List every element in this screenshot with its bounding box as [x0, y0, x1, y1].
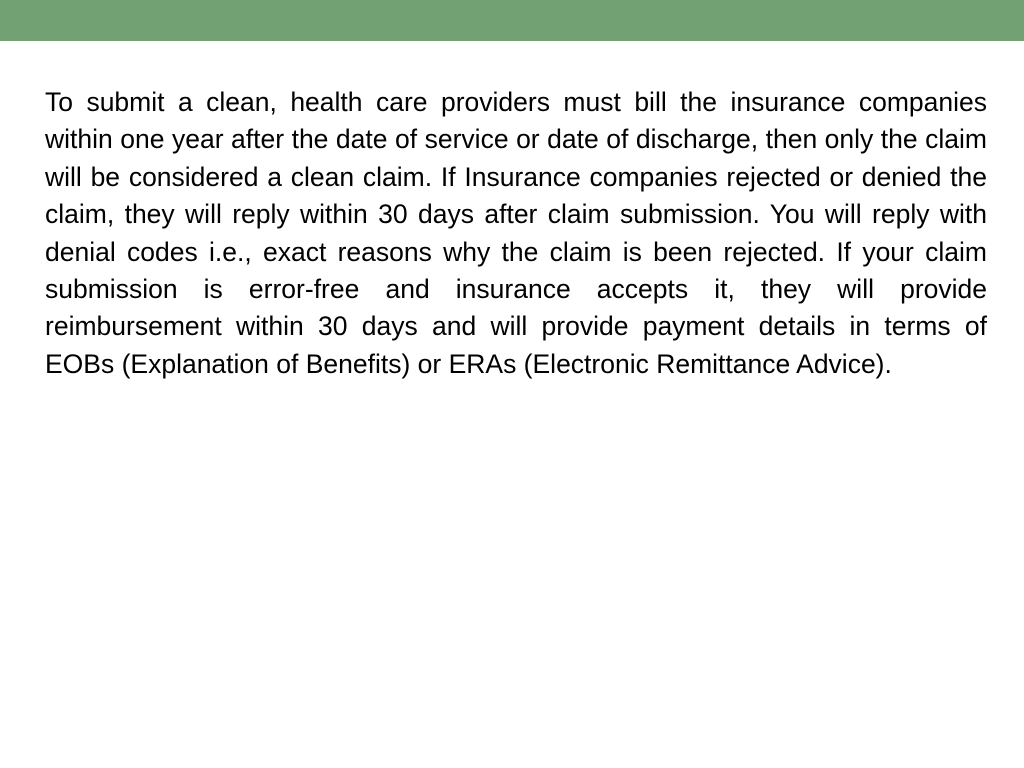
slide-body-paragraph: To submit a clean, health care providers must bill the insurance companies within one year after the date of service or date of discharge, then only the claim will be considered a clean claim. If Insurance companies rejected or denied the claim, they will reply within 30 days after claim submission. You will reply with denial codes i.e., exact reasons why the claim is been rejected. If your claim submission is error-free and insurance accepts it, they will provide reimbursement within 30 days and will provide payment details in terms of EOBs (Explanation of Benefits) or ERAs (Electronic Remittance Advice).: [45, 87, 987, 379]
header-accent-bar: [0, 0, 1024, 41]
